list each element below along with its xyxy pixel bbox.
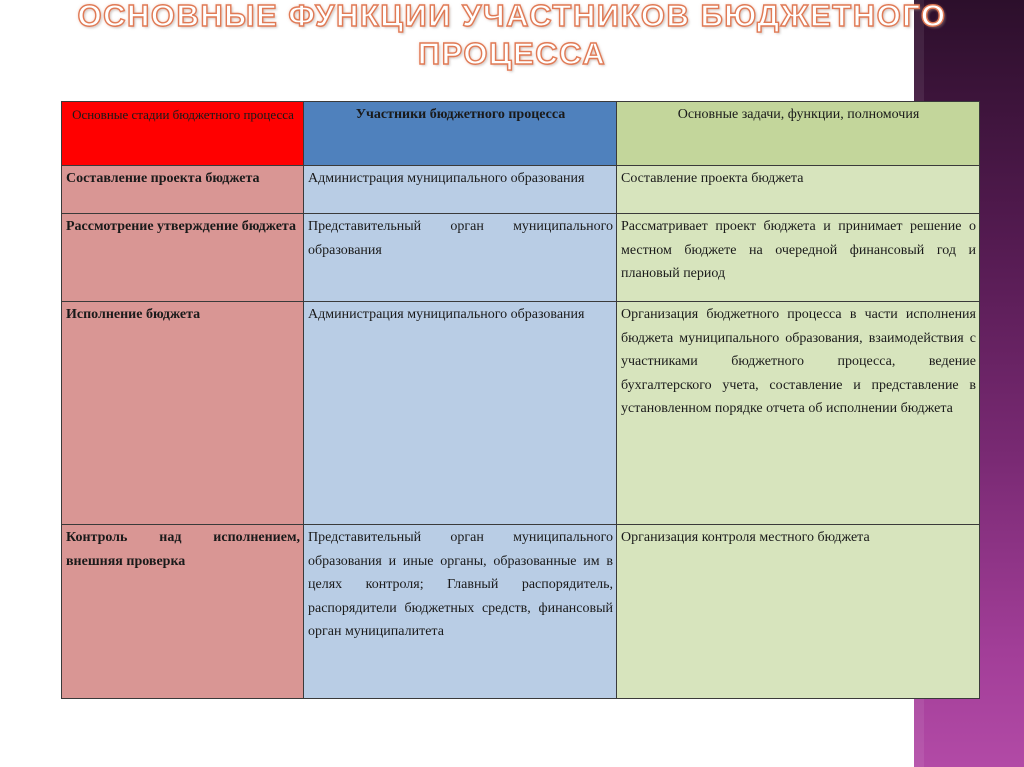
- functions-cell: Составление проекта бюджета: [617, 166, 980, 214]
- stage-cell: Контроль над исполнением, внешняя проверка: [62, 525, 304, 699]
- functions-cell: Организация контроля местного бюджета: [617, 525, 980, 699]
- table-row: [62, 214, 980, 302]
- stage-cell: Рассмотрение утверждение бюджета: [62, 214, 304, 302]
- header-functions: Основные задачи, функции, полномочия: [617, 102, 980, 166]
- stage-cell: Составление проекта бюджета: [62, 166, 304, 214]
- table-row: [62, 525, 980, 699]
- header-participants: Участники бюджетного процесса: [304, 102, 617, 166]
- page-title-line-2: ПРОЦЕССА: [417, 36, 607, 71]
- table-row: [62, 302, 980, 525]
- table-header-row: [62, 102, 980, 166]
- table-row: [62, 166, 980, 214]
- page-title-line-1: ОСНОВНЫЕ ФУНКЦИИ УЧАСТНИКОВ БЮДЖЕТНОГО: [77, 0, 947, 33]
- functions-cell: Организация бюджетного процесса в части исполнения бюджета муниципального образования, взаимодействия с участниками бюджетного процесса, ведение бухгалтерского учета, составление и представление в установленном порядке отчета об исполнении бюджета: [617, 302, 980, 525]
- participants-cell: Администрация муниципального образования: [304, 166, 617, 214]
- participants-cell: Представительный орган муниципального образования: [304, 214, 617, 302]
- header-stages: Основные стадии бюджетного процесса: [62, 102, 304, 166]
- budget-functions-table: [61, 101, 980, 699]
- functions-cell: Рассматривает проект бюджета и принимает решение о местном бюджете на очередной финансовый год и плановый период: [617, 214, 980, 302]
- participants-cell: Администрация муниципального образования: [304, 302, 617, 525]
- participants-cell: Представительный орган муниципального образования и иные органы, образованные им в целях контроля; Главный распорядитель, распорядители бюджетных средств, финансовый орган муниципалитета: [304, 525, 617, 699]
- stage-cell: Исполнение бюджета: [62, 302, 304, 525]
